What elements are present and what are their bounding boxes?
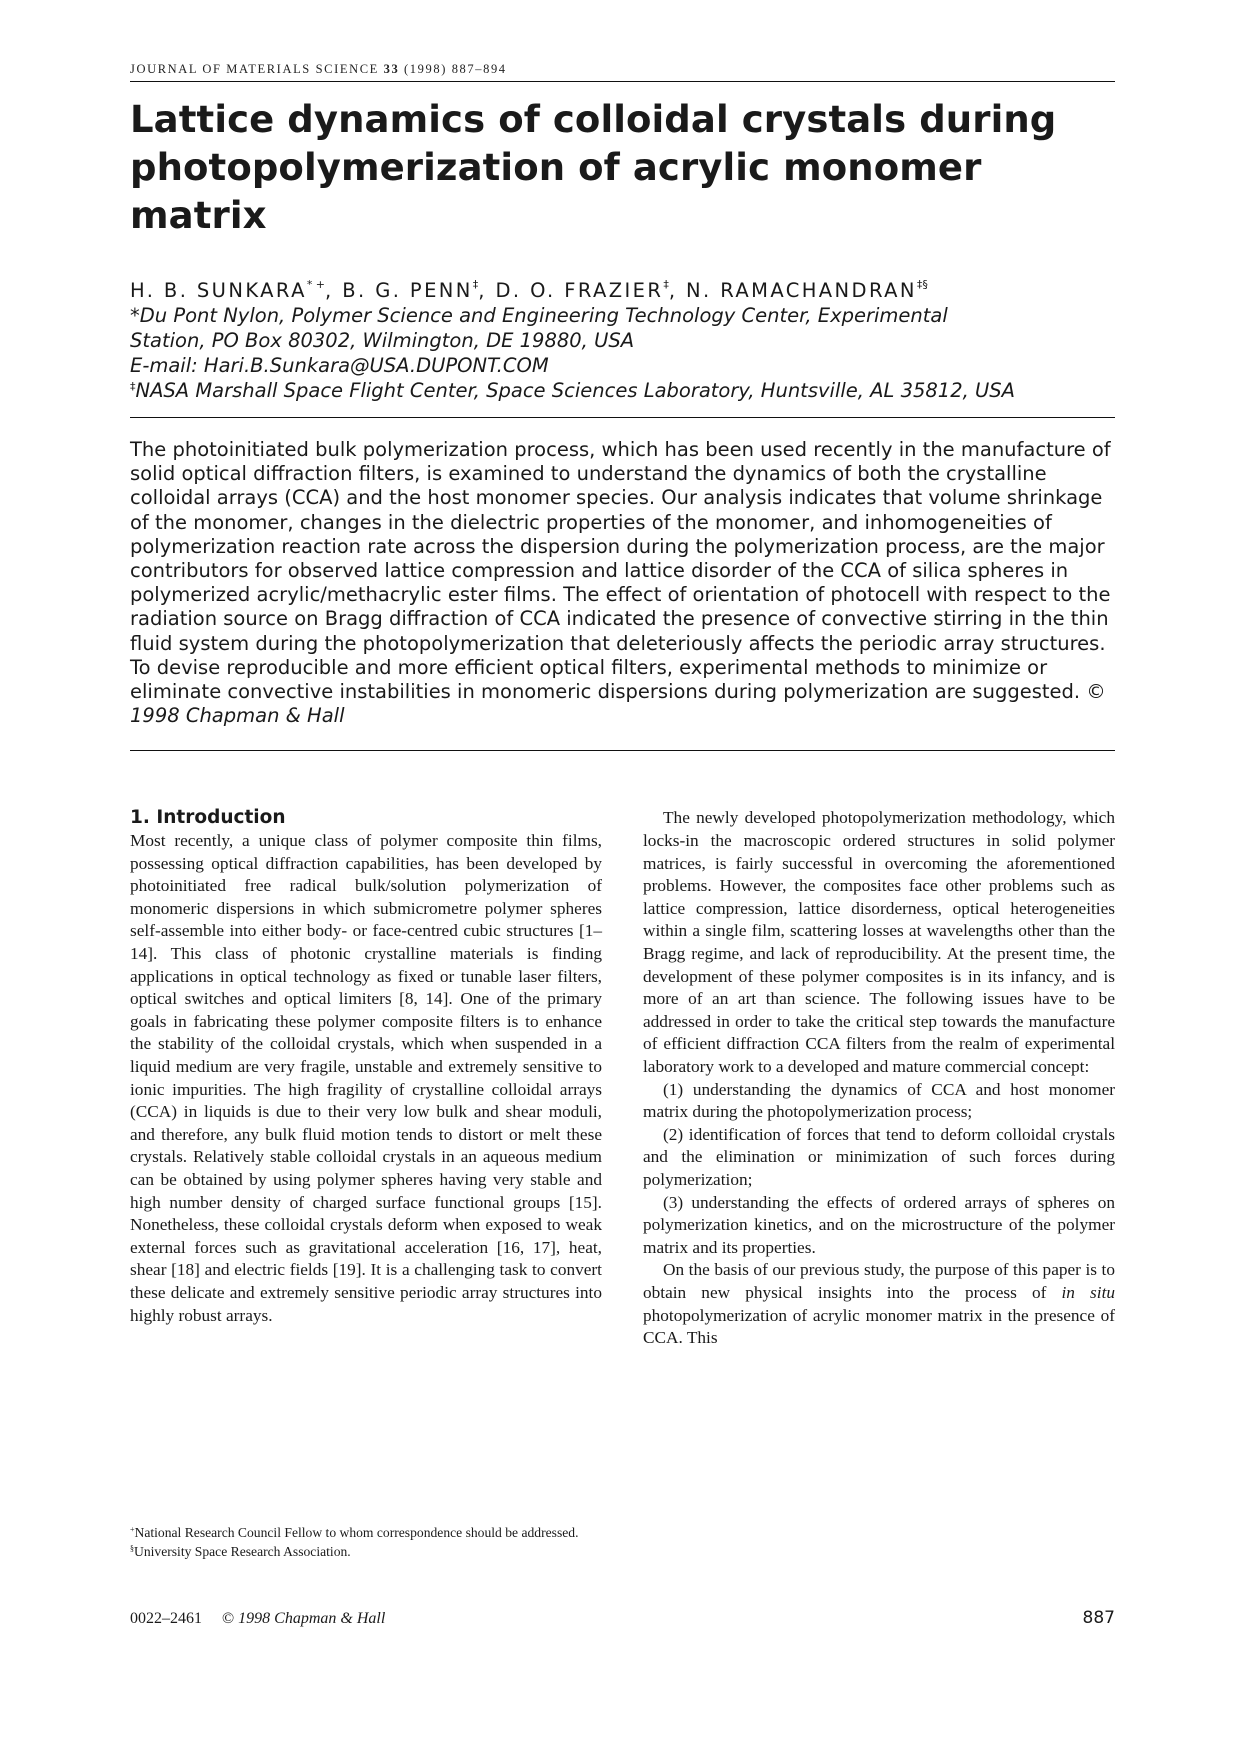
purpose-text-b: photopolymerization of acrylic monomer matrix in the presence of CCA. This: [643, 1305, 1115, 1348]
journal-volume: 33: [383, 62, 400, 76]
list-item-3: (3) understanding the effects of ordered arrays of spheres on polymerization kinetics, and on the microstructure of the polymer matrix and its properties.: [643, 1192, 1115, 1257]
affiliation-1-mark: *: [130, 304, 140, 327]
author-1: H. B. SUNKARA: [130, 279, 307, 302]
paper-title: [130, 96, 1115, 240]
author-4-marks: ‡§: [916, 278, 928, 291]
purpose-in-situ: in situ: [1061, 1282, 1116, 1302]
right-column: [643, 807, 1115, 1349]
purpose-text-a: On the basis of our previous study, the purpose of this paper is to obtain new physical insights into the process of: [643, 1260, 1115, 1302]
affiliation-1-line-2: Station, PO Box 80302, Wilmington, DE 19880, USA: [130, 329, 635, 352]
divider-top: [130, 417, 1115, 418]
abstract: [130, 438, 1115, 728]
footnote-2: [130, 1543, 578, 1562]
running-header: [130, 62, 1115, 82]
affiliation-2-text: NASA Marshall Space Flight Center, Space Sciences Laboratory, Huntsville, AL 35812, USA: [135, 379, 1015, 402]
affiliation-2: [130, 378, 1115, 403]
footnote-1: [130, 1524, 578, 1543]
section-heading: 1. Introduction: [130, 807, 286, 829]
intro-paragraph: Most recently, a unique class of polymer composite thin films, possessing optical diffraction capabilities, has been developed by photoinitiated free radical bulk/solution polymerization of monomeric dispersions in which submicrometre polymer spheres self-assemble into either body- or face-centred cubic structures [1–14]. This class of photonic crystalline materials is finding applications in optical technology as fixed or tunable laser filters, optical switches and optical limiters [8, 14]. One of the primary goals in fabricating these polymer composite filters is to enhance the stability of the colloidal crystals, which when suspended in a liquid medium are very fragile, unstable and extremely sensitive to ionic impurities. The high fragility of crystalline colloidal arrays (CCA) in liquids is due to their very low bulk and shear moduli, and therefore, any bulk fluid motion tends to distort or melt these crystals. Relatively stable colloidal crystals in an aqueous medium can be obtained by using polymer spheres having very stable and high number density of charged surface functional groups [15]. Nonetheless, these colloidal crystals deform when exposed to weak external forces such as gravitational acceleration [16, 17], heat, shear [18] and electric fields [19]. It is a challenging task to convert these delicate and extremely sensitive periodic array structures into highly robust arrays.: [130, 831, 602, 1325]
footnotes: [130, 1524, 578, 1561]
author-email: E-mail: Hari.B.Sunkara@USA.DUPONT.COM: [130, 354, 549, 377]
journal-name: JOURNAL OF MATERIALS SCIENCE: [130, 62, 379, 76]
page-footer: [130, 1610, 1115, 1628]
affiliation-2-mark: ‡: [130, 380, 136, 393]
author-4: , N. RAMACHANDRAN: [668, 279, 917, 302]
footer-copyright-symbol: ©: [222, 1610, 235, 1627]
paper-page: [130, 62, 1115, 1350]
abstract-copyright: 1998 Chapman & Hall: [130, 704, 345, 728]
divider-bottom: [130, 750, 1115, 751]
author-2-marks: ‡: [472, 278, 479, 291]
list-item-2: (2) identification of forces that tend to deform colloidal crystals and the elimination or minimization of such forces during polymerization;: [643, 1124, 1115, 1189]
paragraph-methodology: The newly developed photopolymerization methodology, which locks-in the macroscopic ordered structures in solid polymer matrices, is fairly successful in overcoming the aforementioned problems. However, the composites face other problems such as lattice compression, lattice disorderness, optical heterogeneities within a single film, scattering losses at wavelengths other than the Bragg regime, and lack of reproducibility. At the present time, the development of these polymer composites is in its infancy, and is more of an art than science. The following issues have to be addressed in order to take the critical step towards the manufacture of efficient diffraction CCA filters from the realm of experimental laboratory work to a developed and mature commercial concept:: [643, 808, 1115, 1076]
footer-copyright: 1998 Chapman & Hall: [238, 1610, 386, 1627]
affiliation-1-line-1: Du Pont Nylon, Polymer Science and Engineering Technology Center, Experimental: [139, 304, 948, 327]
author-block: [130, 278, 1115, 403]
author-1-marks: * +: [306, 278, 326, 291]
body-columns: [130, 807, 1115, 1349]
left-column: [130, 807, 602, 1349]
footnote-2-text: University Space Research Association.: [134, 1543, 351, 1559]
issn: 0022–2461: [130, 1610, 202, 1627]
footnote-1-text: National Research Council Fellow to whom correspondence should be addressed.: [134, 1525, 579, 1540]
footnote-1-mark: +: [130, 1525, 135, 1534]
paragraph-purpose: [643, 1259, 1115, 1349]
author-3: , D. O. FRAZIER: [478, 279, 664, 302]
affiliation-1: [130, 303, 1115, 328]
abstract-text: The photoinitiated bulk polymerization process, which has been used recently in the manufacture of solid optical diffraction filters, is examined to understand the dynamics of both the crystalline colloidal arrays (CCA) and the host monomer species. Our analysis indicates that volume shrinkage of the monomer, changes in the dielectric properties of the monomer, and inhomogeneities of polymerization reaction rate across the dispersion during the polymerization process, are the major contributors for observed lattice compression and lattice disorder of the CCA of silica spheres in polymerized acrylic/methacrylic ester films. The effect of orientation of photocell with respect to the radiation source on Bragg diffraction of CCA indicated the presence of convective stirring in the thin fluid system during the photopolymerization that deleteriously affects the periodic array structures. To devise reproducible and more efficient optical filters, experimental methods to minimize or eliminate convective instabilities in monomeric dispersions during polymerization are suggested.: [130, 438, 1111, 704]
author-3-marks: ‡: [663, 278, 669, 291]
page-number: 887: [1082, 1608, 1115, 1628]
footnote-2-mark: §: [130, 1543, 134, 1553]
author-2: , B. G. PENN: [325, 279, 473, 302]
journal-year-pages: (1998) 887–894: [404, 62, 507, 76]
list-item-1: (1) understanding the dynamics of CCA and host monomer matrix during the photopolymerization process;: [643, 1079, 1115, 1122]
title-line-2: photopolymerization of acrylic monomer matrix: [130, 146, 982, 237]
author-list: [130, 278, 1115, 303]
title-line-1: Lattice dynamics of colloidal crystals during: [130, 98, 1057, 141]
abstract-copyright-symbol: ©: [1086, 680, 1106, 704]
